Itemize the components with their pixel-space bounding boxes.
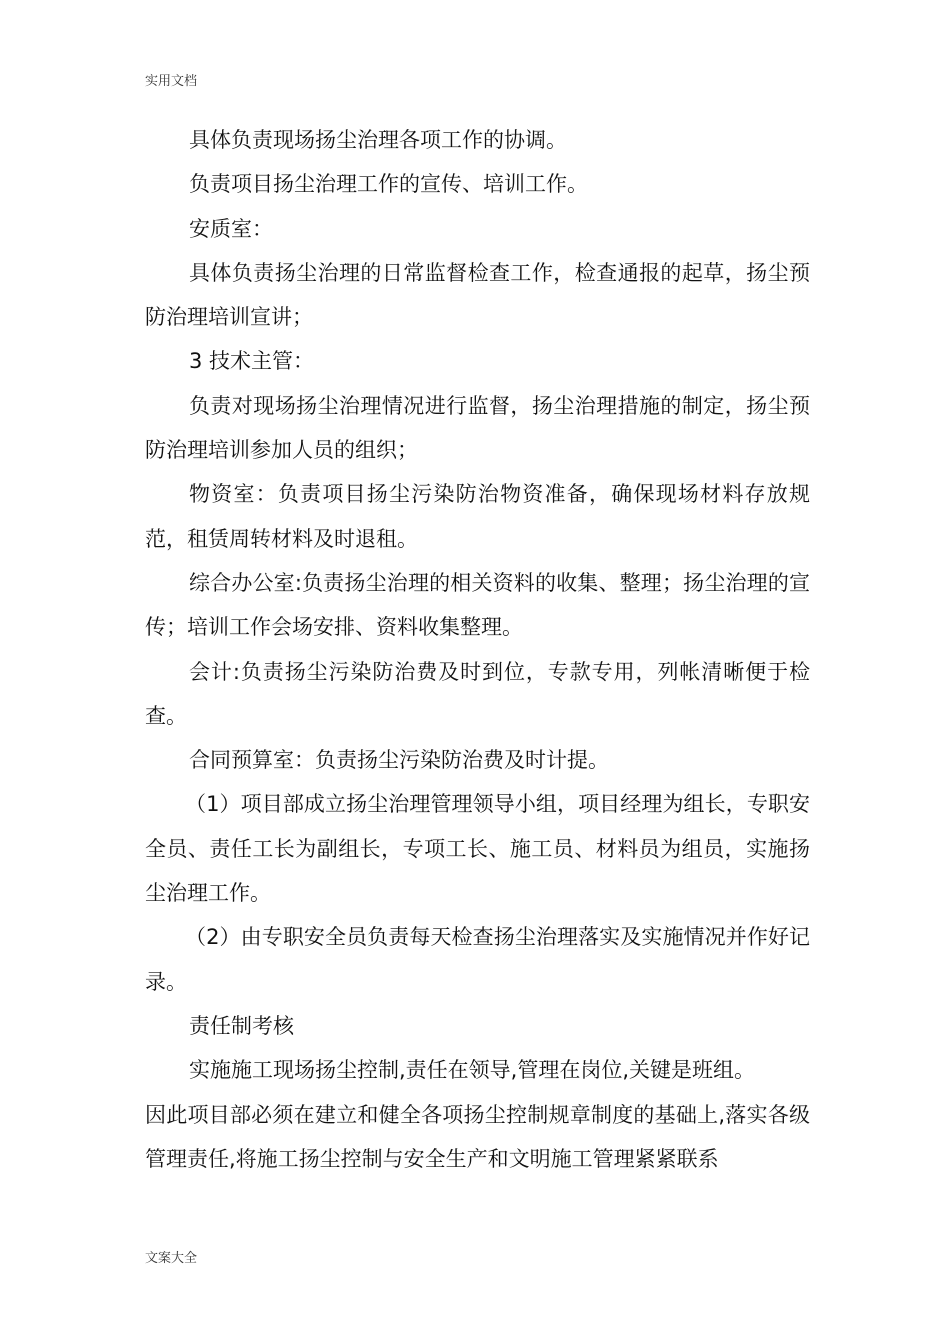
paragraph: 实施施工现场扬尘控制,责任在领导,管理在岗位,关键是班组。 — [189, 1058, 756, 1083]
paragraph: 物资室：负责项目扬尘污染防治物资准备，确保现场材料存放规范，租赁周转材料及时退租。 — [145, 482, 810, 551]
section-heading: 安质室： — [189, 216, 273, 241]
paragraph: 负责项目扬尘治理工作的宣传、培训工作。 — [189, 172, 588, 197]
paragraph: 负责对现场扬尘治理情况进行监督，扬尘治理措施的制定，扬尘预防治理培训参加人员的组织； — [145, 393, 810, 463]
paragraph: 具体负责扬尘治理的日常监督检查工作，检查通报的起草，扬尘预防治理培训宣讲； — [145, 260, 810, 330]
paragraph: 因此项目部必须在建立和健全各项扬尘控制规章制度的基础上,落实各级管理责任,将施工扬尘控制与安全生产和文明施工管理紧紧联系 — [145, 1102, 810, 1171]
paragraph: 综合办公室:负责扬尘治理的相关资料的收集、整理；扬尘治理的宣传；培训工作会场安排、资料收集整理。 — [145, 570, 810, 640]
paragraph: （2）由专职安全员负责每天检查扬尘治理落实及实施情况并作好记录。 — [145, 925, 810, 994]
section-heading: 责任制考核 — [189, 1013, 294, 1038]
page-footer: 文案大全 — [145, 1251, 198, 1266]
paragraph: 会计:负责扬尘污染防治费及时到位，专款专用，列帐清晰便于检查。 — [145, 659, 810, 728]
page-header: 实用文档 — [145, 74, 198, 89]
paragraph: 合同预算室：负责扬尘污染防治费及时计提。 — [189, 748, 609, 773]
document-body — [145, 118, 810, 1181]
paragraph: （1）项目部成立扬尘治理管理领导小组，项目经理为组长，专职安全员、责任工长为副组长，专项工长、施工员、材料员为组员，实施扬尘治理工作。 — [145, 792, 810, 906]
paragraph: 具体负责现场扬尘治理各项工作的协调。 — [189, 128, 567, 152]
section-heading: 3 技术主管： — [189, 349, 315, 374]
